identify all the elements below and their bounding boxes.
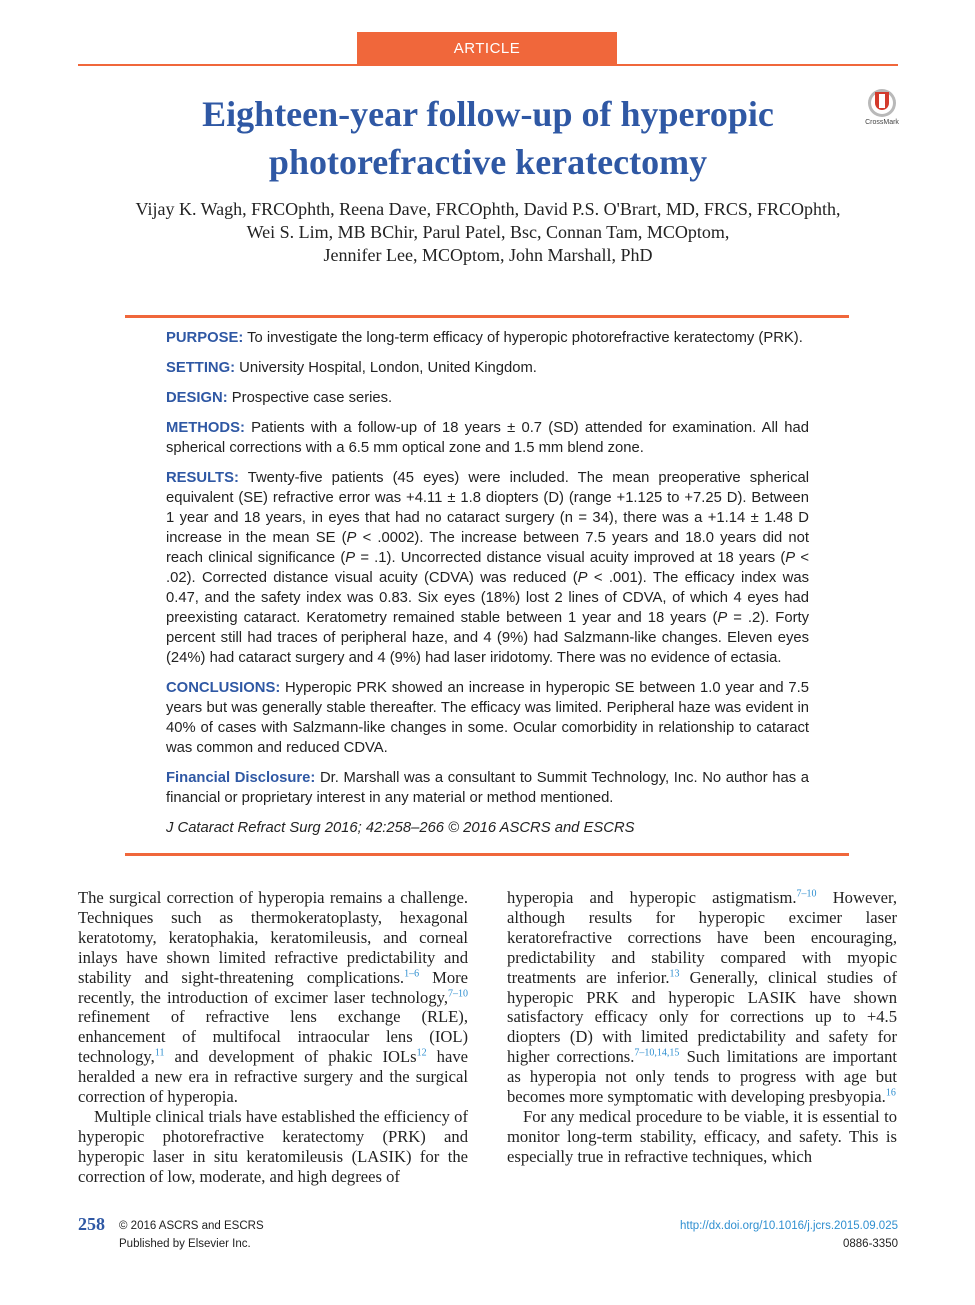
results-label: RESULTS: [166, 470, 239, 486]
author-line: Jennifer Lee, MCOptom, John Marshall, PhD [323, 245, 653, 265]
results-text: < .001). The efficacy index was 0.47, and the safety index was 0.83. Six eyes (18%) lost 2 lines of CDVA, of which 4 eyes had preexisting cataract. Keratometry remained stable between 1 year and 18 years ( [166, 570, 809, 626]
abstract-conclusions [166, 678, 809, 758]
issn-text: 0886-3350 [843, 1238, 898, 1250]
body-paragraph [507, 888, 897, 1107]
body-text: The surgical correction of hyperopia remains a challenge. Techniques such as thermokeratoplasty, hexagonal keratotomy, keratophakia, keratomileusis, and corneal inlays have shown limited refractive predictability and stability and sight-threatening complications. [78, 888, 468, 987]
results-text: = .1). Uncorrected distance visual acuity improved at 18 years ( [355, 550, 786, 566]
doi-link[interactable]: http://dx.doi.org/10.1016/j.jcrs.2015.09.025 [679, 1220, 898, 1232]
crossmark-badge[interactable] [862, 88, 902, 130]
p-value-symbol: P [785, 550, 796, 566]
methods-text: Patients with a follow-up of 18 years ± 0.7 (SD) attended for examination. All had spherical corrections with a 6.5 mm optical zone and 1.5 mm blend zone. [166, 420, 809, 456]
body-column-right [507, 888, 897, 1167]
body-text: refinement of refractive lens exchange (RLE), enhancement of multifocal intraocular lens (IOL) technology, [78, 1007, 468, 1067]
conclusions-text: Hyperopic PRK showed an increase in hyperopic SE between 1.0 year and 7.5 years but was generally stable thereafter. The efficacy was limited. Peripheral haze was evident in 40% of cases with Salzmann-like changes in some. Ocular comorbidity in relationship to cataract was common and reduced CDVA. [166, 680, 809, 756]
footer-identifiers [680, 1217, 898, 1253]
body-paragraph: Multiple clinical trials have established the efficiency of hyperopic photorefractive keratectomy (PRK) and hyperopic laser in situ keratomileusis (LASIK) for the correction of low, moderate, and high degrees of [78, 1106, 468, 1186]
body-paragraph [78, 888, 468, 1107]
disclosure-text: Dr. Marshall was a consultant to Summit Technology, Inc. No author has a financial or proprietary interest in any material or method mentioned. [166, 770, 809, 806]
abstract-setting [166, 358, 809, 378]
body-text: and development of phakic IOLs [164, 1047, 417, 1067]
author-line: Vijay K. Wagh, FRCOphth, Reena Dave, FRCOphth, David P.S. O'Brart, MD, FRCS, FRCOphth, [135, 199, 841, 219]
citation-ref[interactable]: 16 [885, 1087, 896, 1099]
abstract-methods [166, 418, 809, 458]
purpose-label: PURPOSE: [166, 330, 244, 346]
publisher-text: Published by Elsevier Inc. [119, 1238, 251, 1250]
body-column-left [78, 888, 468, 1187]
citation-ref[interactable]: 7–10 [796, 888, 817, 900]
abstract-disclosure [166, 768, 809, 808]
citation-ref[interactable]: 7–10,14,15 [634, 1047, 680, 1059]
citation-ref[interactable]: 1–6 [404, 968, 420, 980]
author-line: Wei S. Lim, MB BChir, Parul Patel, Bsc, Connan Tam, MCOptom, [246, 222, 730, 242]
citation-ref[interactable]: 11 [154, 1047, 165, 1059]
p-value-symbol: P [717, 610, 728, 626]
setting-text: University Hospital, London, United Kingdom. [235, 360, 537, 376]
body-text: More recently, the introduction of excimer laser technology, [78, 967, 469, 1007]
disclosure-label: Financial Disclosure: [166, 770, 316, 786]
purpose-text: To investigate the long-term efficacy of hyperopic photorefractive keratectomy (PRK). [243, 330, 803, 346]
abstract [166, 328, 809, 848]
abstract-purpose [166, 328, 809, 348]
abstract-design [166, 388, 809, 408]
abstract-rule-top [125, 315, 849, 318]
body-text: Generally, clinical studies of hyperopic PRK and hyperopic LASIK have shown satisfactory efficacy only for corrections up to +4.5 diopters (D) with limited predictability and safety for higher corrections. [507, 967, 898, 1067]
article-type-label: ARTICLE [357, 32, 617, 64]
footer-copyright [119, 1217, 264, 1253]
body-text: Such limitations are important as hyperopia not only tends to progress with age but becomes more symptomatic with developing presbyopia. [507, 1047, 898, 1107]
body-text: hyperopia and hyperopic astigmatism. [507, 888, 797, 907]
conclusions-label: CONCLUSIONS: [166, 680, 281, 696]
copyright-text: © 2016 ASCRS and ESCRS [119, 1220, 264, 1232]
citation-ref[interactable]: 12 [416, 1047, 427, 1059]
author-list [80, 198, 896, 267]
crossmark-icon [862, 88, 902, 120]
header-rule [78, 64, 898, 66]
p-value-symbol: P [345, 550, 356, 566]
p-value-symbol: P [346, 530, 357, 546]
citation-ref[interactable]: 7–10 [448, 988, 468, 999]
results-text: < .02). Corrected distance visual acuity (CDVA) was reduced ( [166, 550, 809, 586]
results-text: Twenty-five patients (45 eyes) were included. The mean preoperative spherical equivalent (SE) refractive error was +4.11 ± 1.8 diopters (D) (range +1.125 to +7.25 D). Between 1 year and 18 years, in eyes that had no cataract surgery (n = 34), there was a +1.14 ± 1.48 D increase in the mean SE ( [166, 470, 809, 546]
design-label: DESIGN: [166, 390, 228, 406]
results-text: < .0002). The increase between 7.5 years and 18.0 years did not reach clinical significance ( [166, 530, 809, 566]
methods-label: METHODS: [166, 420, 245, 436]
design-text: Prospective case series. [227, 390, 393, 406]
article-title: Eighteen-year follow-up of hyperopic photorefractive keratectomy [202, 94, 774, 182]
journal-citation: J Cataract Refract Surg 2016; 42:258–266 © 2016 ASCRS and ESCRS [166, 820, 635, 836]
body-text: have heralded a new era in refractive surgery and the surgical correction of hyperopia. [78, 1047, 468, 1107]
results-text: = .2). Forty percent still had traces of peripheral haze, and 4 (9%) had Salzmann-like changes. Eleven eyes (24%) had cataract surgery and 4 (9%) had laser iridotomy. There was no evidence of ectasia. [166, 610, 810, 666]
setting-label: SETTING: [166, 360, 236, 376]
abstract-results [166, 468, 809, 668]
p-value-symbol: P [577, 570, 588, 586]
body-text: However, although results for hyperopic excimer laser keratorefractive corrections have been encouraging, predictability and stability compared with myopic treatments are inferior. [507, 888, 898, 987]
abstract-rule-bottom [125, 853, 849, 856]
body-paragraph: For any medical procedure to be viable, it is essential to monitor long-term stability, efficacy, and safety. This is especially true in refractive techniques, which [507, 1106, 897, 1166]
page-number: 258 [78, 1214, 105, 1234]
citation-ref[interactable]: 13 [669, 968, 680, 980]
crossmark-text: CrossMark [865, 119, 899, 126]
